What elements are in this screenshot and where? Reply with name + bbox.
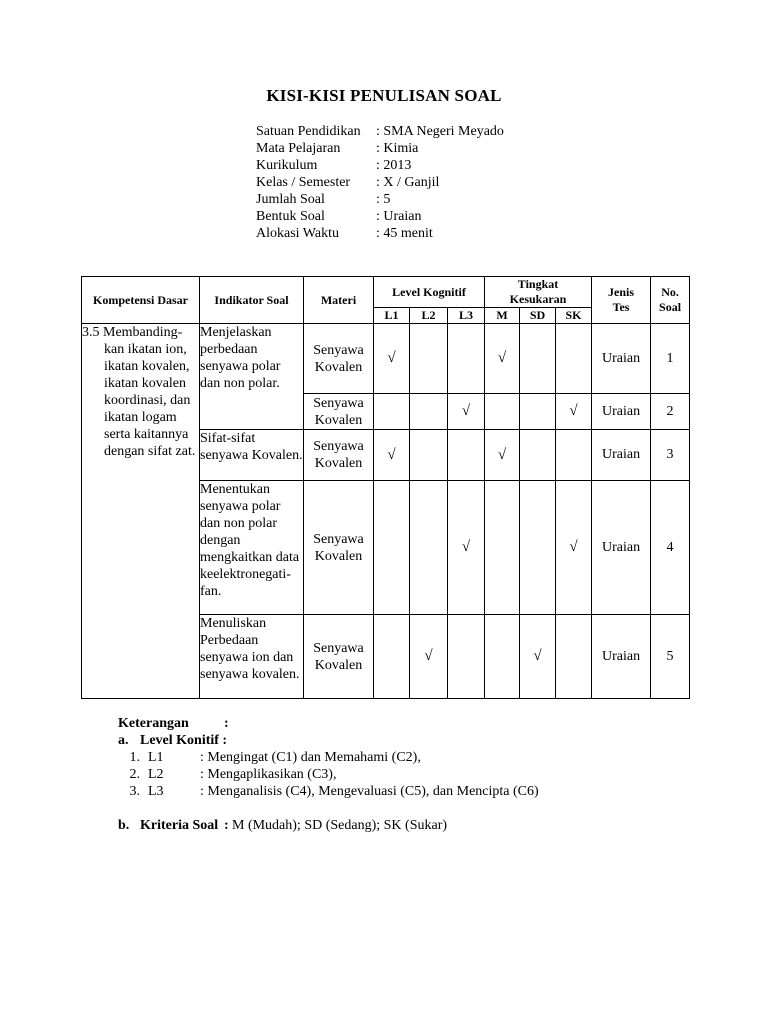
check-l1	[374, 481, 410, 615]
meta-label: Kelas / Semester	[256, 175, 351, 190]
kriteria-colon: :	[224, 818, 229, 833]
check-sd: √	[520, 615, 556, 699]
meta-label: Mata Pelajaran	[256, 141, 341, 156]
meta-row-bentuk	[256, 208, 504, 225]
kompetensi-rest: kan ikatan ion, ikatan kovalen, ikatan kovalen koordinasi, dan ikatan logam serta kaitannya dengan sifat zat.	[104, 342, 196, 459]
meta-row-jumlah	[256, 191, 504, 208]
keterangan-section	[118, 715, 539, 834]
check-m	[485, 615, 520, 699]
header-no-line2: Soal	[659, 300, 682, 314]
header-tingkat-line2: Kesukaran	[509, 292, 567, 306]
keterangan-heading-row	[118, 715, 539, 732]
header-sk: SK	[556, 308, 592, 324]
materi-line2: Kovalen	[314, 359, 363, 375]
header-l3: L3	[448, 308, 485, 324]
keterangan-heading: Keterangan	[118, 716, 189, 731]
materi-line1: Senyawa	[313, 439, 364, 454]
check-sk	[556, 430, 592, 481]
check-l2	[410, 481, 448, 615]
level-number: 3.	[129, 784, 140, 799]
check-l1	[374, 615, 410, 699]
materi-cell	[304, 615, 374, 699]
document-title: KISI-KISI PENULISAN SOAL	[266, 86, 502, 105]
meta-label: Satuan Pendidikan	[256, 124, 361, 139]
check-m: √	[485, 324, 520, 394]
indikator-cell: Menuliskan Perbedaan senyawa ion dan senyawa kovalen.	[200, 615, 304, 699]
keterangan-colon: :	[224, 716, 229, 731]
kriteria-heading: Kriteria Soal	[140, 818, 219, 833]
check-sk: √	[556, 394, 592, 430]
no-soal-cell: 5	[651, 615, 690, 699]
materi-cell	[304, 324, 374, 394]
header-sd: SD	[520, 308, 556, 324]
check-m	[485, 481, 520, 615]
meta-label: Jumlah Soal	[256, 192, 325, 207]
no-soal-cell: 4	[651, 481, 690, 615]
header-tingkat-line1: Tingkat	[517, 277, 559, 291]
jenis-tes-cell: Uraian	[592, 481, 651, 615]
meta-value: : Kimia	[376, 141, 419, 156]
materi-line2: Kovalen	[314, 456, 363, 471]
meta-value: : 45 menit	[376, 226, 433, 241]
meta-value: : 5	[376, 192, 391, 207]
materi-line2: Kovalen	[314, 548, 363, 564]
level-code: L2	[148, 767, 164, 782]
check-l2	[410, 430, 448, 481]
level-item	[118, 766, 539, 783]
kriteria-row	[118, 817, 539, 834]
meta-row-mapel	[256, 140, 504, 157]
check-l2: √	[410, 615, 448, 699]
header-no-line1: No.	[661, 285, 679, 299]
indikator-cell: Sifat-sifat senyawa Kovalen.	[200, 430, 304, 481]
jenis-tes-cell: Uraian	[592, 430, 651, 481]
check-sd	[520, 394, 556, 430]
materi-cell	[304, 430, 374, 481]
meta-row-satuan	[256, 123, 504, 140]
check-sd	[520, 430, 556, 481]
indikator-cell: Menentukan senyawa polar dan non polar dengan mengkaitkan data keelektronegati-fan.	[200, 481, 304, 615]
kompetensi-dasar-cell	[82, 324, 200, 699]
kompetensi-first-line: 3.5 Membanding-	[82, 325, 183, 340]
jenis-tes-cell: Uraian	[592, 394, 651, 430]
identity-block	[256, 123, 504, 242]
level-desc: : Mengaplikasikan (C3),	[200, 767, 337, 782]
no-soal-cell: 1	[651, 324, 690, 394]
meta-value: : Uraian	[376, 209, 422, 224]
materi-line1: Senyawa	[313, 395, 364, 411]
check-l2	[410, 324, 448, 394]
kisi-table	[81, 276, 690, 699]
no-soal-cell: 3	[651, 430, 690, 481]
header-m: M	[485, 308, 520, 324]
header-jenis-tes	[592, 277, 651, 324]
level-heading: Level Konitif :	[140, 733, 228, 748]
meta-label: Alokasi Waktu	[256, 226, 339, 241]
header-level-kognitif: Level Kognitif	[374, 277, 485, 308]
check-m: √	[485, 430, 520, 481]
check-l3	[448, 324, 485, 394]
check-sd	[520, 481, 556, 615]
check-sd	[520, 324, 556, 394]
header-kompetensi: Kompetensi Dasar	[82, 277, 200, 324]
check-l3	[448, 430, 485, 481]
header-row	[82, 277, 690, 308]
meta-label: Bentuk Soal	[256, 209, 325, 224]
level-number: 1.	[129, 750, 140, 765]
materi-line2: Kovalen	[314, 412, 363, 428]
header-tingkat-kesukaran	[485, 277, 592, 308]
jenis-tes-cell: Uraian	[592, 615, 651, 699]
level-code: L1	[148, 750, 164, 765]
header-materi: Materi	[304, 277, 374, 324]
check-sk	[556, 615, 592, 699]
item-b-label: b.	[118, 818, 130, 833]
meta-row-kurikulum	[256, 157, 504, 174]
item-a-label: a.	[118, 733, 129, 748]
meta-label: Kurikulum	[256, 158, 318, 173]
header-jenis-line1: Jenis	[608, 285, 635, 299]
level-item	[118, 783, 539, 800]
check-l3	[448, 615, 485, 699]
no-soal-cell: 2	[651, 394, 690, 430]
header-jenis-line2: Tes	[612, 300, 630, 314]
meta-value: : 2013	[376, 158, 412, 173]
materi-line1: Senyawa	[313, 640, 364, 656]
header-indikator: Indikator Soal	[200, 277, 304, 324]
meta-row-alokasi	[256, 225, 504, 242]
level-desc: : Mengingat (C1) dan Memahami (C2),	[200, 750, 421, 765]
check-m	[485, 394, 520, 430]
header-no-soal	[651, 277, 690, 324]
kriteria-desc: M (Mudah); SD (Sedang); SK (Sukar)	[232, 818, 448, 833]
materi-line2: Kovalen	[314, 657, 363, 673]
check-l1	[374, 394, 410, 430]
indikator-cell: Menjelaskan perbedaan senyawa polar dan non polar.	[200, 324, 304, 430]
level-number: 2.	[129, 767, 140, 782]
materi-line1: Senyawa	[313, 342, 364, 358]
table-row	[82, 324, 690, 394]
check-l1: √	[374, 324, 410, 394]
level-item	[118, 749, 539, 766]
level-heading-row	[118, 732, 539, 749]
check-l3: √	[448, 394, 485, 430]
header-l1: L1	[374, 308, 410, 324]
header-l2: L2	[410, 308, 448, 324]
check-l1: √	[374, 430, 410, 481]
meta-value: : SMA Negeri Meyado	[376, 124, 504, 139]
jenis-tes-cell: Uraian	[592, 324, 651, 394]
meta-row-kelas	[256, 174, 504, 191]
materi-cell	[304, 394, 374, 430]
check-sk	[556, 324, 592, 394]
check-l3: √	[448, 481, 485, 615]
materi-line1: Senyawa	[313, 531, 364, 547]
check-l2	[410, 394, 448, 430]
level-desc: : Menganalisis (C4), Mengevaluasi (C5), dan Mencipta (C6)	[200, 784, 539, 799]
materi-cell	[304, 481, 374, 615]
meta-value: : X / Ganjil	[376, 175, 440, 190]
check-sk: √	[556, 481, 592, 615]
level-code: L3	[148, 784, 164, 799]
